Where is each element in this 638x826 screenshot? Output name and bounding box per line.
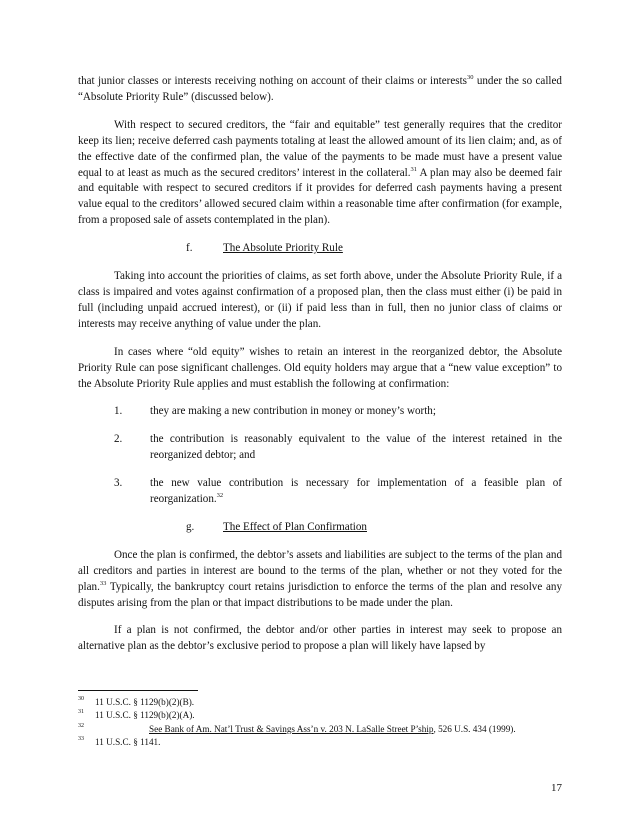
footnote-text: 11 U.S.C. § 1129(b)(2)(B). — [95, 697, 195, 707]
list-item-number: 2. — [114, 433, 123, 446]
footnote-number: 31 — [78, 709, 84, 716]
list-item-number: 1. — [114, 405, 123, 418]
heading-title: The Absolute Priority Rule — [223, 242, 343, 255]
footnote-divider — [78, 690, 198, 691]
list-item-number: 3. — [114, 477, 123, 490]
paragraph-6: If a plan is not confirmed, the debtor and/or other parties in interest may seek to propose an alternative plan as the debtor’s exclusive period to propose a plan will likely have lapsed by — [78, 624, 562, 653]
section-heading-f — [78, 241, 562, 257]
list-item-text: the contribution is reasonably equivalent to the value of the interest retained in the reorganized debtor; and — [150, 433, 562, 462]
footnote-number: 32 — [78, 722, 84, 729]
footnote-ref: 31 — [410, 165, 418, 173]
footnote-ref: 30 — [466, 74, 474, 81]
heading-letter: f. — [186, 242, 193, 255]
paragraph-5: Once the plan is confirmed, the debtor’s assets and liabilities are subject to the terms of the plan and all creditors and parties in interest are bound to the terms of the plan, whether or not they voted for the plan.$^{33}$ Typically, the bankruptcy court retains jurisdiction to enforce the terms of the plan and resolve any disputes arising from the plan or that impact distributions to be made under the plan. — [78, 548, 562, 609]
list-item-text: the new value contribution is necessary for implementation of a feasible plan of reorganization.$^{32}$ — [150, 477, 562, 506]
footnote-text: 11 U.S.C. § 1129(b)(2)(A). — [95, 710, 195, 721]
paragraph-4: In cases where “old equity” wishes to retain an interest in the reorganized debtor, the Absolute Priority Rule can pose significant challenges. Old equity holders may argue that a “new value exception” to the Absolute Priority Rule applies and must establish the following at confirmation: — [78, 345, 562, 390]
footnote — [78, 723, 562, 735]
paragraph-2: With respect to secured creditors, the “fair and equitable” test generally requires that the creditor keep its lien; receive deferred cash payments totaling at least the allowed amount of its lien claim; and, as of the effective date of the confirmed plan, the value of the payments to be made must have a present value equal to at least as much as the secured creditors’ interest in the collateral.$^{31}$ A plan may also be deemed fair and equitable with respect to secured creditors if it provides for deferred cash payments having a present value equal to the creditors’ allowed secured claim within a reasonable time after confirmation (for example, from a proposed sale of assets contemplated in the plan). — [78, 118, 562, 227]
footnote-text: See Bank of Am. Nat’l Trust & Savings Ass’n v. 203 N. LaSalle Street P’ship, 526 U.S. 434 (1999). — [149, 723, 516, 734]
footnotes — [78, 696, 562, 750]
footnote-number: 30 — [78, 696, 84, 702]
heading-title: The Effect of Plan Confirmation — [223, 520, 367, 533]
footnote-text: 11 U.S.C. § 1141. — [95, 737, 161, 748]
page-number: 17 — [551, 782, 562, 794]
footnote-number: 33 — [78, 736, 84, 743]
footnote-ref: 32 — [216, 492, 224, 500]
footnote — [78, 709, 562, 721]
list-item — [114, 432, 562, 464]
section-heading-g — [78, 520, 562, 536]
list-item-text: they are making a new contribution in money or money’s worth; — [150, 405, 436, 418]
list-item — [114, 404, 562, 420]
list-item — [114, 476, 562, 508]
footnote — [78, 736, 562, 748]
paragraph-1: that junior classes or interests receiving nothing on account of their claims or interests$^{30}$ under the so called “Absolute Priority Rule” (discussed below). — [78, 74, 562, 103]
body-text — [78, 74, 562, 667]
paragraph-3: Taking into account the priorities of claims, as set forth above, under the Absolute Priority Rule, if a class is impaired and votes against confirmation of a proposed plan, then the class must either (i) be paid in full (including unpaid accrued interest), or (ii) if paid less than in full, then no junior class of claims or interests may receive anything of value under the plan. — [78, 270, 562, 330]
case-citation: See Bank of Am. Nat’l Trust & Savings Ass’n v. 203 N. LaSalle Street P’ship — [149, 723, 434, 734]
heading-letter: g. — [186, 520, 195, 533]
footnote — [78, 696, 562, 708]
footnote-ref: 33 — [99, 579, 107, 587]
